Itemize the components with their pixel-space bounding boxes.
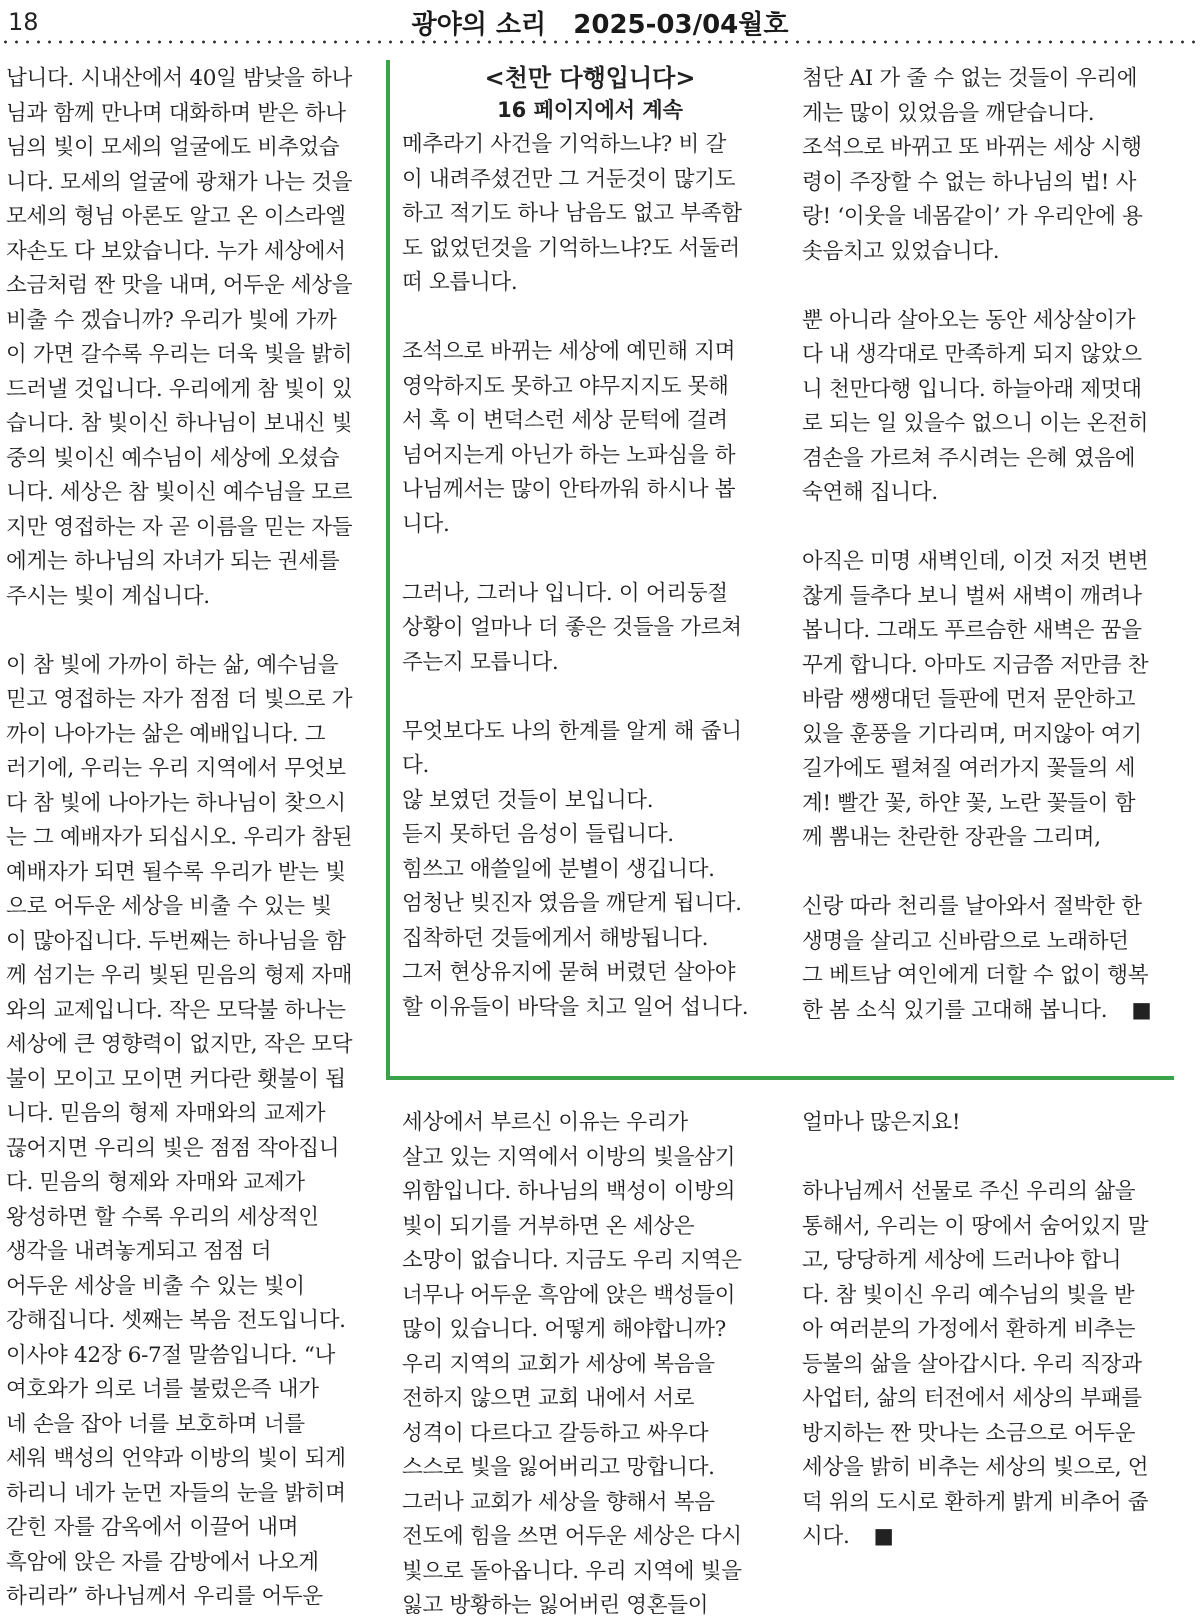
text-line — [802, 304, 1192, 339]
text-line — [6, 1304, 378, 1339]
text-line — [402, 1382, 772, 1417]
text-line-content: 조석으로 바뀌고 또 바뀌는 세상 시행 — [802, 135, 1142, 160]
text-line-content: 그러나 교회가 세상을 향해서 복음 — [402, 1489, 715, 1515]
text-line-content: 스스로 빛을 잃어버리고 망합니다. — [402, 1455, 715, 1480]
text-line — [402, 1313, 772, 1348]
text-line-content: 등불의 삶을 살아갑시다. 우리 직장과 — [802, 1351, 1142, 1377]
text-line — [402, 577, 772, 612]
text-line — [6, 718, 378, 753]
text-line-content: 할 이유들이 바닥을 치고 일어 섭니다. — [402, 994, 749, 1020]
text-line-content: 하나님께서 선물로 주신 우리의 삶을 — [802, 1179, 1136, 1204]
paragraph-gap — [402, 301, 772, 336]
text-line — [402, 1106, 772, 1141]
text-line-content: 아 여러분의 가정에서 환하게 비추는 — [802, 1317, 1136, 1342]
text-line — [6, 1546, 378, 1581]
text-line-content: 다. 참 빛이신 우리 예수님의 빛을 받 — [802, 1282, 1135, 1308]
text-line-content: 겸손을 가르쳐 주시려는 은혜 였음에 — [802, 445, 1136, 471]
text-line — [6, 925, 378, 960]
text-line-content: 세상을 밝히 비추는 세상의 빛으로, 언 — [802, 1455, 1149, 1480]
text-line — [802, 97, 1192, 132]
text-line-content: 빛으로 돌아옵니다. 우리 지역에 빛을 — [402, 1558, 742, 1584]
paragraph-gap — [802, 269, 1192, 304]
text-line-content: 너무나 어두운 흑암에 앉은 백성들이 — [402, 1282, 736, 1308]
text-line-content: 로 되는 일 있을수 없으니 이는 온전히 — [802, 411, 1149, 436]
text-line — [802, 1175, 1192, 1210]
text-line-content: 신랑 따라 천리를 날아와서 절박한 한 — [802, 894, 1142, 919]
page-header — [0, 0, 1200, 46]
text-line-content: 나님께서는 많이 안타까워 하시나 봅 — [402, 477, 736, 502]
text-line — [6, 166, 378, 201]
text-line — [6, 959, 378, 994]
text-line — [402, 163, 772, 198]
text-line — [802, 821, 1192, 856]
text-line-content: 집착하던 것들에게서 해방됩니다. — [402, 925, 709, 951]
text-line-content: 고, 당당하게 세상에 드러나야 합니 — [802, 1248, 1122, 1273]
text-line — [802, 925, 1192, 960]
text-line-content: 게는 많이 있었음을 깨닫습니다. — [802, 100, 1095, 126]
text-line-content: 드러낼 것입니다. 우리에게 참 빛이 있 — [6, 376, 353, 402]
text-line — [802, 1210, 1192, 1245]
text-line-content: 니다. 모세의 얼굴에 광채가 나는 것을 — [6, 169, 353, 195]
text-line — [802, 338, 1192, 373]
paragraph-gap — [802, 511, 1192, 546]
text-line — [802, 131, 1192, 166]
text-line-content: 끊어지면 우리의 빛은 점점 작아집니 — [6, 1135, 340, 1161]
text-line — [402, 818, 772, 853]
text-line — [402, 991, 772, 1026]
text-line-content: 시다. — [802, 1524, 850, 1549]
text-line — [6, 1339, 378, 1374]
text-line — [402, 1451, 772, 1486]
text-line — [6, 304, 378, 339]
text-line-content: 아직은 미명 새벽인데, 이것 저것 변변 — [802, 549, 1149, 574]
box-subtitle: 16 페이지에서 계속 — [497, 98, 683, 122]
text-line — [402, 266, 772, 301]
text-line-content: 우리 지역의 교회가 세상에 복음을 — [402, 1351, 715, 1377]
text-line-content: 니 천만다행 입니다. 하늘아래 제멋대 — [802, 376, 1142, 402]
text-line — [402, 1210, 772, 1245]
text-line — [6, 649, 378, 684]
text-line — [6, 97, 378, 132]
text-line-content: 님과 함께 만나며 대화하며 받은 하나 — [6, 100, 346, 126]
text-line-content: 사업터, 삶의 터전에서 세상의 부패를 — [802, 1386, 1142, 1411]
text-line — [802, 407, 1192, 442]
text-line-content: 무엇보다도 나의 한계를 알게 해 줍니 — [402, 718, 742, 744]
text-line — [6, 373, 378, 408]
article-column-2-bottom — [402, 1106, 772, 1624]
text-line-content: 님의 빛이 모세의 얼굴에도 비추었습 — [6, 135, 340, 160]
text-line — [402, 128, 772, 163]
text-line — [402, 1175, 772, 1210]
text-line-content: 모세의 형님 아론도 알고 온 이스라엘 — [6, 204, 346, 229]
text-line-content: 조석으로 바뀌는 세상에 예민해 지며 — [402, 339, 736, 364]
text-line-content: 길가에도 펼쳐질 여러가지 꽃들의 세 — [802, 756, 1136, 781]
text-line-content: 니다. — [402, 511, 450, 537]
text-line-content: 생각을 내려놓게되고 점점 더 — [6, 1239, 272, 1264]
text-line — [6, 442, 378, 477]
text-line — [6, 787, 378, 822]
text-line-content: 영악하지도 못하고 야무지지도 못해 — [402, 373, 729, 399]
text-line — [802, 1520, 1192, 1555]
text-line-content: 께 뽐내는 찬란한 장관을 그리며, — [802, 825, 1101, 850]
text-line — [802, 649, 1192, 684]
text-line-content: 와의 교제입니다. 작은 모닥불 하나는 — [6, 997, 346, 1023]
text-line — [802, 1417, 1192, 1452]
text-line — [6, 1408, 378, 1443]
text-line — [802, 718, 1192, 753]
text-line-content: 납니다. 시내산에서 40일 밤낮을 하나 — [6, 66, 352, 91]
text-line-content: 주는지 모릅니다. — [402, 649, 559, 675]
paragraph-gap — [402, 542, 772, 577]
text-line-content: 다 내 생각대로 만족하게 되지 않았으 — [802, 342, 1142, 367]
text-line-content: 잃고 방황하는 잃어버린 영혼들이 — [402, 1593, 709, 1618]
text-line — [6, 269, 378, 304]
text-line-content: 강해집니다. 셋째는 복음 전도입니다. — [6, 1308, 346, 1333]
text-line-content: 꾸게 합니다. 아마도 지금쯤 저만큼 찬 — [802, 652, 1149, 678]
text-line-content: 떠 오릅니다. — [402, 270, 518, 295]
text-line — [6, 511, 378, 546]
text-line-content: 비출 수 겠습니까? 우리가 빛에 가까 — [6, 307, 337, 333]
text-line — [802, 476, 1192, 511]
text-line-content: 한 봄 소식 있기를 고대해 봅니다. — [802, 997, 1108, 1023]
text-line-content: 중의 빛이신 예수님이 세상에 오셨습 — [6, 445, 340, 471]
text-line — [802, 580, 1192, 615]
box-column-3 — [802, 62, 1192, 1028]
text-line — [6, 1270, 378, 1305]
text-line-content: 러기에, 우리는 우리 지역에서 무엇보 — [6, 756, 346, 781]
text-line — [802, 959, 1192, 994]
text-line — [402, 197, 772, 232]
text-line-content: 다 참 빛에 나아가는 하나님이 찾으시 — [6, 790, 346, 816]
text-line — [802, 1486, 1192, 1521]
text-line — [402, 922, 772, 957]
text-line — [6, 62, 378, 97]
text-line — [802, 200, 1192, 235]
paragraph-gap — [802, 1141, 1192, 1176]
text-line-content: 세워 백성의 언약과 이방의 빛이 되게 — [6, 1446, 346, 1471]
text-line-content: 빛이 되기를 거부하면 온 세상은 — [402, 1213, 695, 1239]
text-line-content: 얼마나 많은지요! — [802, 1110, 961, 1135]
text-line-content: 많이 있습니다. 어떻게 해야합니까? — [402, 1317, 726, 1342]
text-line-content: 이 많아집니다. 두번째는 하나님을 함 — [6, 928, 346, 954]
text-line — [6, 1028, 378, 1063]
text-line-content: 도 없었던것을 기억하느냐?도 서둘러 — [402, 235, 740, 261]
text-line — [6, 683, 378, 718]
text-line-content: 전하지 않으면 교회 내에서 서로 — [402, 1386, 695, 1411]
text-line-content: 이 가면 갈수록 우리는 더욱 빛을 밝히 — [6, 342, 353, 367]
text-line-content: 에게는 하나님의 자녀가 되는 권세를 — [6, 549, 340, 574]
text-line-content: 까이 나아가는 삶은 예배입니다. 그 — [6, 721, 326, 747]
publication-title: 광야의 소리 2025-03/04월호 — [411, 10, 789, 40]
text-line-content: 방지하는 짠 맛나는 소금으로 어두운 — [802, 1420, 1136, 1446]
text-line-content: 령이 주장할 수 없는 하나님의 법! 사 — [802, 169, 1137, 195]
text-line-content: 여호와가 의로 너를 불렀은즉 내가 — [6, 1377, 319, 1402]
text-line-content: 니다. 세상은 참 빛이신 예수님을 모르 — [6, 480, 353, 505]
text-line — [402, 784, 772, 819]
paragraph-gap — [802, 856, 1192, 891]
text-line — [802, 545, 1192, 580]
text-line-content: 소망이 없습니다. 지금도 우리 지역은 — [402, 1248, 742, 1273]
text-line-content: 세상에 큰 영향력이 없지만, 작은 모닥 — [6, 1032, 353, 1057]
text-line — [402, 1279, 772, 1314]
text-line — [6, 235, 378, 270]
text-line — [402, 1589, 772, 1624]
text-line — [6, 994, 378, 1029]
text-line-content: 자손도 다 보았습니다. 누가 세상에서 — [6, 238, 346, 264]
text-line-content: 바람 쌩쌩대던 들판에 먼저 문안하고 — [802, 687, 1136, 712]
text-line-content: 다. 믿음의 형제와 자매와 교제가 — [6, 1170, 305, 1195]
text-line — [402, 508, 772, 543]
text-line — [6, 131, 378, 166]
text-line — [402, 715, 772, 750]
text-line — [402, 1486, 772, 1521]
text-line-content: 찮게 들추다 보니 벌써 새벽이 깨려나 — [802, 583, 1142, 609]
text-line — [402, 749, 772, 784]
text-line — [402, 404, 772, 439]
text-line — [402, 370, 772, 405]
text-line — [6, 1580, 378, 1615]
text-line — [402, 646, 772, 681]
text-line-content: 첨단 AI 가 줄 수 없는 것들이 우리에 — [802, 66, 1138, 91]
text-line-content: 소금처럼 짠 맛을 내며, 어두운 세상을 — [6, 273, 353, 298]
text-line — [402, 473, 772, 508]
text-line-content: 서 혹 이 변덕스런 세상 문턱에 걸려 — [402, 408, 728, 433]
text-line-content: 통해서, 우리는 이 땅에서 숨어있지 말 — [802, 1213, 1149, 1239]
text-line-content: 불이 모이고 모이면 커다란 횃불이 됩 — [6, 1066, 346, 1092]
text-line — [802, 890, 1192, 925]
text-line-content: 전도에 힘을 쓰면 어두운 세상은 다시 — [402, 1524, 742, 1549]
text-line — [6, 1477, 378, 1512]
text-line-content: 네 손을 잡아 너를 보호하며 너를 — [6, 1411, 305, 1437]
text-line — [6, 1201, 378, 1236]
text-line-content: 는 그 예배자가 되십시오. 우리가 참된 — [6, 825, 353, 850]
text-line — [402, 1520, 772, 1555]
text-line-content: 지만 영접하는 자 곧 이름을 믿는 자들 — [6, 514, 353, 540]
end-mark-icon: ■ — [1131, 997, 1152, 1023]
text-line — [802, 994, 1192, 1029]
paragraph-gap — [6, 614, 378, 649]
text-line-content: 예배자가 되면 될수록 우리가 받는 빛 — [6, 859, 346, 885]
text-line — [402, 956, 772, 991]
text-line-content: 으로 어두운 세상을 비출 수 있는 빛 — [6, 894, 332, 919]
text-line-content: 랑! ‘이웃을 네몸같이’ 가 우리안에 용 — [802, 204, 1143, 229]
text-line — [402, 232, 772, 267]
text-line-content: 흑암에 앉은 자를 감방에서 나오게 — [6, 1549, 319, 1575]
text-line — [6, 200, 378, 235]
text-line — [802, 1313, 1192, 1348]
text-line — [6, 580, 378, 615]
text-line-content: 성격이 다르다고 갈등하고 싸우다 — [402, 1420, 709, 1446]
text-line — [402, 1244, 772, 1279]
text-line-content: 세상에서 부르신 이유는 우리가 — [402, 1110, 688, 1135]
text-line-content: 니다. 믿음의 형제 자매와의 교제가 — [6, 1101, 326, 1126]
text-line-content: 어두운 세상을 비출 수 있는 빛이 — [6, 1273, 305, 1299]
text-line-content: 있을 훈풍을 기다리며, 머지않아 여기 — [802, 721, 1142, 747]
text-line — [802, 683, 1192, 718]
text-line-content: 뿐 아니라 살아오는 동안 세상살이가 — [802, 307, 1136, 333]
dotted-divider — [0, 40, 1200, 44]
text-line — [6, 476, 378, 511]
text-line-content: 그러나, 그러나 입니다. 이 어리둥절 — [402, 580, 728, 606]
text-line — [6, 1373, 378, 1408]
text-line — [402, 1417, 772, 1452]
text-line — [402, 611, 772, 646]
text-line-content: 왕성하면 할 수록 우리의 세상적인 — [6, 1204, 319, 1230]
page-number: 18 — [8, 8, 39, 36]
text-line-content: 봅니다. 그래도 푸르슴한 새벽은 꿈을 — [802, 618, 1142, 643]
text-line-content: 듣지 못하던 음성이 들립니다. — [402, 822, 674, 847]
text-line-content: 덕 위의 도시로 환하게 밝게 비추어 줍 — [802, 1489, 1149, 1515]
text-line — [6, 1132, 378, 1167]
text-line — [802, 1279, 1192, 1314]
text-line-content: 주시는 빛이 계십니다. — [6, 583, 210, 609]
text-line — [402, 335, 772, 370]
box-bottom-rule — [386, 1076, 1174, 1080]
text-line-content: 않 보였던 것들이 보입니다. — [402, 787, 654, 813]
text-line — [6, 1235, 378, 1270]
text-line — [802, 373, 1192, 408]
text-line-content: 이사야 42장 6-7절 말씀입니다. “나 — [6, 1342, 336, 1368]
text-line — [402, 1555, 772, 1590]
text-line-content: 엄청난 빚진자 였음을 깨닫게 됩니다. — [402, 891, 742, 916]
text-line-content: 상황이 얼마나 더 좋은 것들을 가르쳐 — [402, 615, 742, 640]
text-line — [802, 235, 1192, 270]
text-line-content: 믿고 영접하는 자가 점점 더 빛으로 가 — [6, 687, 353, 712]
end-mark-icon: ■ — [873, 1524, 894, 1549]
text-line — [802, 1244, 1192, 1279]
text-line — [802, 1348, 1192, 1383]
text-line — [6, 856, 378, 891]
text-line — [802, 787, 1192, 822]
text-line-content: 살고 있는 지역에서 이방의 빛을삼기 — [402, 1144, 736, 1170]
box-left-rule — [386, 60, 390, 1080]
article-column-1 — [6, 62, 378, 1615]
text-line-content: 습니다. 참 빛이신 하나님이 보내신 빛 — [6, 411, 353, 436]
text-line — [402, 1348, 772, 1383]
text-line — [802, 614, 1192, 649]
text-line — [402, 1141, 772, 1176]
text-line-content: 이 내려주셨건만 그 거둔것이 많기도 — [402, 166, 736, 192]
text-line-content: 위함입니다. 하나님의 백성이 이방의 — [402, 1179, 736, 1204]
text-line-content: 계! 빨간 꽃, 하얀 꽃, 노란 꽃들이 함 — [802, 790, 1136, 816]
text-line — [6, 1442, 378, 1477]
text-line-content: 넘어지는게 아닌가 하는 노파심을 하 — [402, 442, 736, 468]
box-title: <천만 다행입니다> — [484, 64, 696, 92]
text-line — [402, 853, 772, 888]
text-line — [6, 890, 378, 925]
text-line — [402, 439, 772, 474]
text-line — [6, 1097, 378, 1132]
text-line — [802, 1451, 1192, 1486]
paragraph-gap — [402, 680, 772, 715]
text-line-content: 갇힌 자를 감옥에서 이끌어 내며 — [6, 1515, 299, 1540]
box-column-2 — [402, 128, 772, 1025]
text-line — [6, 752, 378, 787]
text-line-content: 힘쓰고 애쓸일에 분별이 생깁니다. — [402, 856, 715, 882]
text-line — [6, 821, 378, 856]
text-line — [802, 752, 1192, 787]
text-line-content: 하고 적기도 하나 남음도 없고 부족함 — [402, 201, 742, 226]
text-line-content: 하리니 네가 눈먼 자들의 눈을 밝히며 — [6, 1480, 346, 1506]
text-line-content: 이 참 빛에 가까이 하는 삶, 예수님을 — [6, 652, 339, 678]
text-line — [402, 887, 772, 922]
text-line — [802, 442, 1192, 477]
text-line-content: 메추라기 사건을 기억하느냐? 비 갈 — [402, 132, 726, 157]
text-line — [802, 166, 1192, 201]
text-line — [6, 338, 378, 373]
text-line — [6, 545, 378, 580]
text-line — [6, 1511, 378, 1546]
text-line-content: 하리라” 하나님께서 우리를 어두운 — [6, 1584, 323, 1609]
text-line — [802, 1106, 1192, 1141]
text-line-content: 께 섬기는 우리 빛된 믿음의 형제 자매 — [6, 963, 353, 988]
article-column-3-bottom — [802, 1106, 1192, 1555]
text-line-content: 숙연해 집니다. — [802, 480, 938, 505]
text-line — [6, 1063, 378, 1098]
text-line-content: 그저 현상유지에 묻혀 버렸던 살아야 — [402, 960, 736, 985]
text-line-content: 다. — [402, 753, 430, 778]
text-line — [6, 1166, 378, 1201]
text-line — [802, 1382, 1192, 1417]
text-line — [802, 62, 1192, 97]
text-line — [6, 407, 378, 442]
text-line-content: 생명을 살리고 신바람으로 노래하던 — [802, 928, 1129, 954]
text-line-content: 그 베트남 여인에게 더할 수 없이 행복 — [802, 963, 1149, 988]
text-line-content: 솟음치고 있었습니다. — [802, 238, 1000, 264]
